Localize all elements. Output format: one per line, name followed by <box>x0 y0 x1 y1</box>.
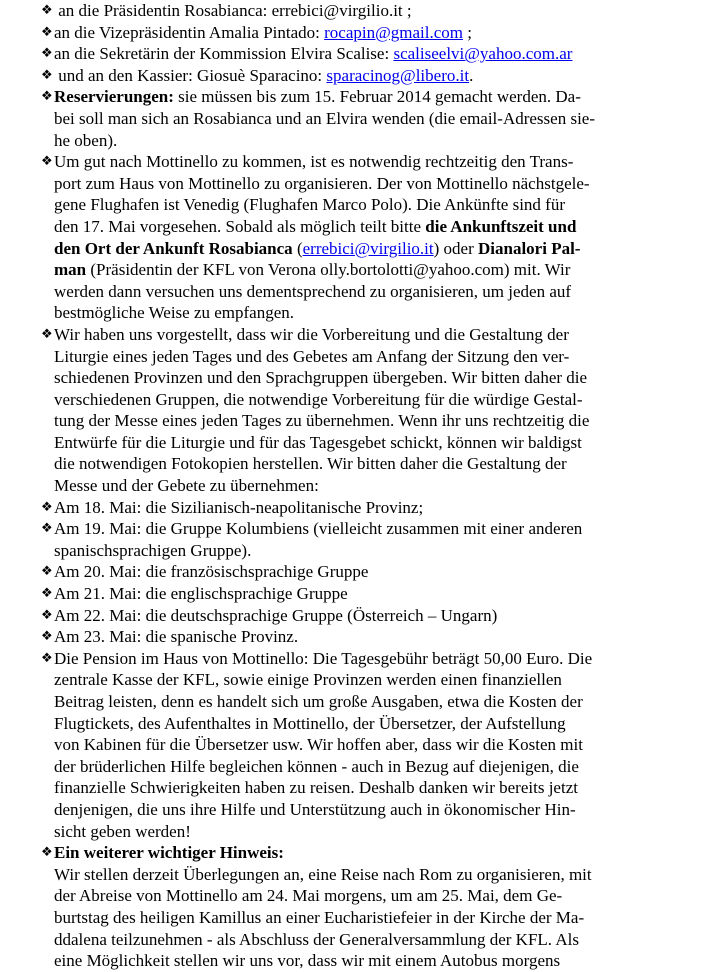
bullet-item <box>0 648 702 842</box>
text-line <box>54 561 702 583</box>
text-line <box>54 497 702 519</box>
text-run: Ein weiterer wichtiger Hinweis: <box>54 843 284 863</box>
text-run: an die Präsidentin Rosabianca: errebici@virgilio.it ; <box>54 1 412 20</box>
bullet-item <box>0 0 702 22</box>
text-run: Am 19. Mai: die Gruppe Kolumbiens (vielleicht zusammen mit einer anderen <box>54 519 583 539</box>
text-line <box>54 713 702 735</box>
text-run: man <box>54 260 87 280</box>
text-run: der brüderlichen Hilfe begleichen können - auch in Bezug auf diejenigen, die <box>54 756 579 776</box>
bullet-item <box>0 324 702 497</box>
text-run: an die Sekretärin der Kommission Elvira Scalise: <box>54 44 394 64</box>
text-line <box>54 583 702 605</box>
text-run: zentrale Kasse der KFL, sowie einige Provinzen werden einen finanziellen <box>54 670 562 690</box>
text-line <box>54 518 702 540</box>
bullet-item <box>0 518 702 561</box>
text-line <box>54 130 702 152</box>
text-line <box>54 259 702 281</box>
text-line <box>54 777 702 799</box>
diamond-bullet-icon: ❖ <box>41 499 53 515</box>
text-line <box>54 821 702 843</box>
text-line <box>54 432 702 454</box>
text-line <box>54 151 702 173</box>
text-line <box>54 173 702 195</box>
text-run: Am 18. Mai: die Sizilianisch-neapolitanische Provinz; <box>54 497 424 517</box>
text-line <box>54 346 702 368</box>
diamond-bullet-icon: ❖ <box>41 650 53 666</box>
text-line <box>54 281 702 303</box>
text-run: Wir stellen derzeit Überlegungen an, eine Reise nach Rom zu organisieren, mit <box>54 864 592 884</box>
bullet-item <box>0 151 702 324</box>
text-run: Entwürfe für die Liturgie und für das Tagesgebet schickt, können wir baldigst <box>54 432 582 452</box>
text-line <box>54 864 702 886</box>
text-line <box>54 799 702 821</box>
text-run: Die Pension im Haus von Mottinello: Die Tagesgebühr beträgt 50,00 Euro. Die <box>54 648 593 668</box>
diamond-bullet-icon: ❖ <box>41 607 53 623</box>
text-run: Am 21. Mai: die englischsprachige Gruppe <box>54 584 348 604</box>
text-line <box>54 885 702 907</box>
text-run: denjenigen, die uns ihre Hilfe und Unterstützung auch in ökonomischer Hin- <box>54 799 576 819</box>
bullet-item <box>0 65 702 87</box>
text-run: gene Flughafen ist Venedig (Flughafen Marco Polo). Die Ankünfte sind für <box>54 195 566 215</box>
text-line <box>54 540 702 562</box>
text-run: tung der Messe eines jeden Tages zu übernehmen. Wenn ihr uns rechtzeitig die <box>54 411 590 431</box>
text-line <box>54 302 702 324</box>
diamond-bullet-icon: ❖ <box>41 586 53 602</box>
text-line <box>54 22 702 44</box>
text-line <box>54 626 702 648</box>
diamond-bullet-icon: ❖ <box>41 564 53 580</box>
text-run: ) oder <box>433 238 478 258</box>
text-run: werden dann versuchen uns dementsprechend zu organisieren, um jeden auf <box>54 281 572 301</box>
email-link[interactable]: errebici@virgilio.it <box>302 238 434 258</box>
text-line <box>54 475 702 497</box>
text-run: Am 23. Mai: die spanische Provinz. <box>54 627 299 647</box>
bullet-item <box>0 842 702 972</box>
text-line <box>54 410 702 432</box>
text-run: ( <box>292 238 303 258</box>
text-line <box>54 605 702 627</box>
text-run: Am 22. Mai: die deutschsprachige Gruppe (Österreich – Ungarn) <box>54 605 498 625</box>
text-line <box>54 734 702 756</box>
text-run: he oben). <box>54 130 118 150</box>
text-run: Am 20. Mai: die französischsprachige Gruppe <box>54 562 369 582</box>
text-line <box>54 194 702 216</box>
text-run: der Abreise von Mottinello am 24. Mai morgens, um am 25. Mai, dem Ge- <box>54 886 563 906</box>
bullet-item <box>0 583 702 605</box>
bullet-item <box>0 561 702 583</box>
text-run: sie müssen bis zum 15. Februar 2014 gemacht werden. Da- <box>173 87 581 107</box>
text-run: spanischsprachigen Gruppe). <box>54 540 252 560</box>
text-line <box>54 907 702 929</box>
text-line <box>54 86 702 108</box>
diamond-bullet-icon: ❖ <box>41 24 53 40</box>
text-run: den Ort der Ankunft Rosabianca <box>54 238 293 258</box>
text-run: Wir haben uns vorgestellt, dass wir die Vorbereitung und die Gestaltung der <box>54 324 569 344</box>
text-run: bestmögliche Weise zu empfangen. <box>54 303 295 323</box>
email-link[interactable]: scaliseelvi@yahoo.com.ar <box>393 44 573 64</box>
text-run: (Präsidentin der KFL von Verona olly.bortolotti@yahoo.com) mit. Wir <box>86 260 571 280</box>
text-run: . <box>469 65 474 85</box>
text-run: burtstag des heiligen Kamillus an einer Eucharistiefeier in der Kirche der Ma- <box>54 907 585 927</box>
bullet-item <box>0 22 702 44</box>
text-line <box>54 756 702 778</box>
text-line <box>54 65 702 87</box>
diamond-bullet-icon: ❖ <box>41 46 53 62</box>
text-run: Flugtickets, des Aufenthaltes in Mottinello, der Übersetzer, der Aufstellung <box>54 713 566 733</box>
bullet-item <box>0 86 702 151</box>
bullet-item <box>0 43 702 65</box>
text-line <box>54 669 702 691</box>
text-run: Beitrag leisten, denn es handelt sich um große Ausgaben, etwa die Kosten der <box>54 692 583 711</box>
email-link[interactable]: rocapin@gmail.com <box>324 22 464 42</box>
text-line <box>54 389 702 411</box>
text-line <box>54 43 702 65</box>
text-run: Dianalori Pal- <box>478 238 581 258</box>
text-run: bei soll man sich an Rosabianca und an Elvira wenden (die email-Adressen sie- <box>54 108 595 128</box>
text-run: Liturgie eines jeden Tages und des Gebetes am Anfang der Sitzung den ver- <box>54 346 570 366</box>
text-run: an die Vizepräsidentin Amalia Pintado: <box>54 22 325 42</box>
diamond-bullet-icon: ❖ <box>41 845 53 861</box>
text-line <box>54 367 702 389</box>
diamond-bullet-icon: ❖ <box>41 89 53 105</box>
text-line <box>54 324 702 346</box>
text-run: Messe und der Gebete zu übernehmen: <box>54 476 319 496</box>
text-line <box>54 0 702 22</box>
diamond-bullet-icon: ❖ <box>41 3 53 18</box>
text-line <box>54 648 702 670</box>
text-run: Reservierungen: <box>54 87 174 107</box>
diamond-bullet-icon: ❖ <box>41 67 53 83</box>
text-run: schiedenen Provinzen und den Sprachgruppen übergeben. Wir bitten daher die <box>54 368 588 388</box>
text-run: eine Möglichkeit stellen wir uns vor, dass wir mit einem Autobus morgens <box>54 951 561 971</box>
diamond-bullet-icon: ❖ <box>41 154 53 170</box>
bullet-item <box>0 605 702 627</box>
text-line <box>54 950 702 972</box>
text-run: sicht geben werden! <box>54 821 191 841</box>
diamond-bullet-icon: ❖ <box>41 629 53 645</box>
text-line <box>54 929 702 951</box>
text-run: port zum Haus von Mottinello zu organisieren. Der von Mottinello nächstgele- <box>54 173 590 193</box>
text-line <box>54 691 702 713</box>
text-run: die notwendigen Fotokopien herstellen. Wir bitten daher die Gestaltung der <box>54 454 567 474</box>
bullet-item <box>0 497 702 519</box>
text-run: ddalena teilzunehmen - als Abschluss der Generalversammlung der KFL. Als <box>54 929 579 949</box>
text-line <box>54 842 702 864</box>
text-line <box>54 108 702 130</box>
text-line <box>54 453 702 475</box>
text-run: ; <box>463 22 472 42</box>
text-run: die Ankunftszeit und <box>425 216 577 236</box>
diamond-bullet-icon: ❖ <box>41 521 53 537</box>
email-link[interactable]: sparacinog@libero.it <box>326 65 470 85</box>
text-run: und an den Kassier: Giosuè Sparacino: <box>54 65 327 85</box>
text-run: von Kabinen für die Übersetzer usw. Wir hoffen aber, dass wir die Kosten mit <box>54 735 583 755</box>
bullet-item <box>0 626 702 648</box>
text-line <box>54 216 702 238</box>
text-run: verschiedenen Gruppen, die notwendige Vorbereitung für die würdige Gestal- <box>54 389 583 409</box>
text-line <box>54 238 702 260</box>
text-run: den 17. Mai vorgesehen. Sobald als möglich teilt bitte <box>54 216 426 236</box>
text-run: finanzielle Schwierigkeiten haben zu reisen. Deshalb danken wir bereits jetzt <box>54 778 578 798</box>
diamond-bullet-icon: ❖ <box>41 326 53 342</box>
text-run: Um gut nach Mottinello zu kommen, ist es notwendig rechtzeitig den Trans- <box>54 152 574 172</box>
